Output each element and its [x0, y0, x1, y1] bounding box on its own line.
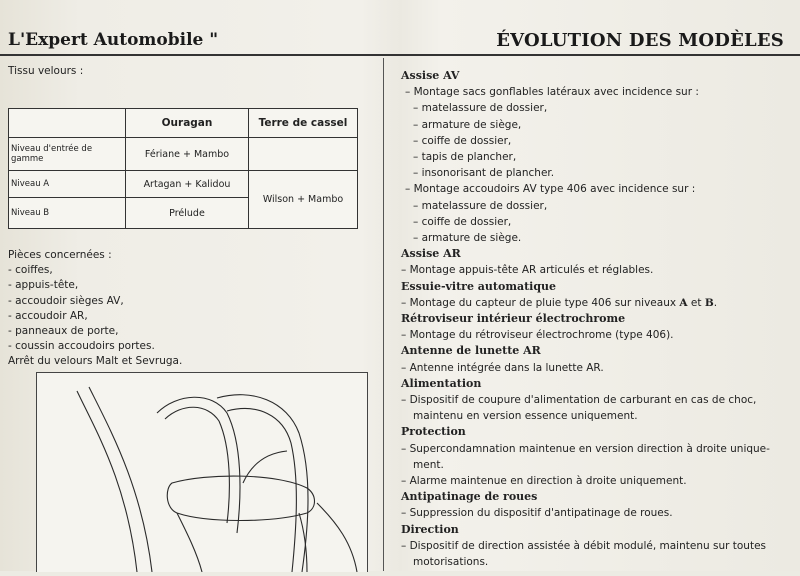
list-item: - panneaux de porte,	[8, 325, 119, 338]
list-item: – Montage appuis-tête AR articulés et réglables.	[401, 264, 654, 277]
table-header-row	[9, 109, 358, 138]
section-title-antipatinage: Antipatinage de roues	[401, 490, 538, 504]
table-header-empty	[9, 109, 126, 138]
essuie-post: .	[713, 296, 718, 309]
level-b: B	[704, 296, 714, 309]
essuie-pre: – Montage du capteur de pluie type 406 sur niveaux	[401, 296, 680, 309]
right-column	[401, 68, 781, 570]
list-item: – matelassure de dossier,	[413, 102, 548, 115]
list-item: – insonorisant de plancher.	[413, 167, 555, 180]
section-title-direction: Direction	[401, 522, 459, 536]
list-item: – Alarme maintenue en direction à droite uniquement.	[401, 475, 687, 488]
section-title-assise-ar: Assise AR	[401, 247, 461, 261]
list-item: – tapis de plancher,	[413, 151, 517, 164]
section-title-protection: Protection	[401, 425, 466, 439]
list-item: – Antenne intégrée dans la lunette AR.	[401, 361, 604, 374]
row-ouragan: Prélude	[126, 198, 249, 229]
list-item: – coiffe de dossier,	[413, 134, 512, 147]
list-item: – armature de siège.	[413, 232, 522, 245]
list-item: – Montage sacs gonflables latéraux avec incidence sur :	[405, 86, 699, 99]
list-item: - appuis-tête,	[8, 279, 79, 292]
left-column	[8, 64, 376, 79]
list-item: – Montage du rétroviseur électrochrome (type 406).	[401, 329, 674, 342]
table-row	[9, 138, 358, 171]
seat-drawing	[37, 373, 367, 572]
level-a: A	[679, 296, 688, 309]
list-item: - accoudoir AR,	[8, 309, 88, 322]
section-title-essuie: Essuie-vitre automatique	[401, 279, 557, 293]
header-right-title: ÉVOLUTION DES MODÈLES	[496, 30, 784, 51]
pieces-title: Pièces concernées :	[8, 249, 112, 261]
row-label: Niveau d'entrée de gamme	[9, 138, 126, 171]
row-label: Niveau B	[9, 198, 126, 229]
list-item: - coiffes,	[8, 264, 53, 277]
table-header-terre: Terre de cassel	[249, 109, 358, 138]
pieces-list	[8, 248, 182, 370]
list-item: – Supercondamnation maintenue en version direction à droite unique-	[401, 442, 770, 455]
table-header-ouragan: Ouragan	[126, 109, 249, 138]
essuie-line	[401, 295, 781, 311]
section-title-antenne: Antenne de lunette AR	[401, 344, 541, 358]
list-item: – coiffe de dossier,	[413, 215, 512, 228]
section-title-retro: Rétroviseur intérieur électrochrome	[401, 312, 626, 326]
list-item-cont: ment.	[413, 458, 444, 471]
header-rule	[0, 54, 800, 56]
header-left-title: L'Expert Automobile "	[8, 30, 219, 50]
section-title-assise-av: Assise AV	[401, 69, 460, 82]
tissu-label: Tissu velours :	[8, 65, 84, 77]
list-item: – Dispositif de coupure d'alimentation de carburant en cas de choc,	[401, 394, 757, 407]
table-row	[9, 171, 358, 198]
list-item: – Dispositif de direction assistée à débit modulé, maintenu sur toutes	[401, 539, 766, 552]
list-item: – armature de siège,	[413, 118, 522, 131]
row-ouragan: Fériane + Mambo	[126, 138, 249, 171]
list-item: - coussin accoudoirs portes.	[8, 340, 155, 353]
list-item: - accoudoir sièges AV,	[8, 294, 124, 307]
row-terre-merged: Wilson + Mambo	[249, 171, 358, 229]
column-divider	[383, 58, 384, 571]
list-item: – Suppression du dispositif d'antipatinage de roues.	[401, 507, 673, 520]
essuie-mid: et	[687, 296, 705, 309]
section-title-alimentation: Alimentation	[401, 376, 482, 390]
list-item-cont: maintenu en version essence uniquement.	[413, 410, 638, 423]
list-item: – matelassure de dossier,	[413, 199, 548, 212]
row-label: Niveau A	[9, 171, 126, 198]
arret-text: Arrêt du velours Malt et Sevruga.	[8, 355, 183, 368]
seat-illustration	[36, 372, 368, 572]
trim-table	[8, 108, 358, 229]
row-ouragan: Artagan + Kalidou	[126, 171, 249, 198]
list-item: – Montage accoudoirs AV type 406 avec incidence sur :	[405, 183, 696, 196]
list-item-cont: motorisations.	[413, 556, 489, 569]
row-terre-empty	[249, 138, 358, 171]
